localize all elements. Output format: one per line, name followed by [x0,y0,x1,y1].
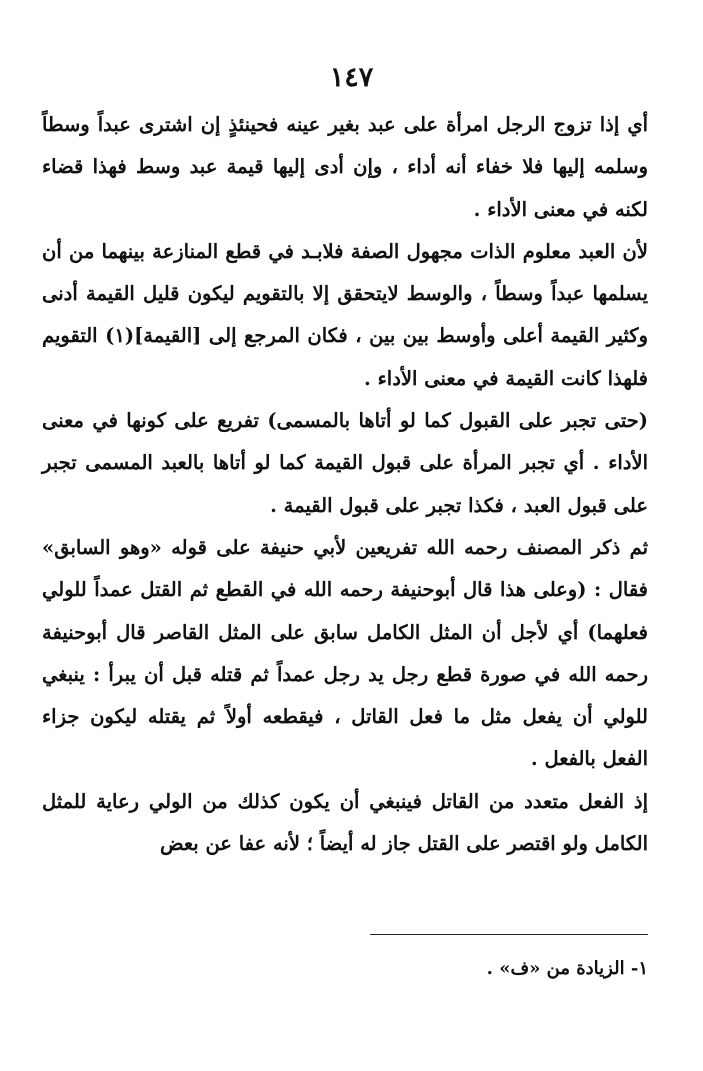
footnote-separator [370,934,648,935]
paragraph-4: ثم ذكر المصنف رحمه الله تفريعين لأبي حنيفة على قوله «وهو السابق» فقال : (وعلى هذا قال أبوحنيفة رحمه الله في القطع ثم القتل عمداً للولي فعلهما) أي لأجل أن المثل الكامل سابق على المثل القاصر قال أبوحنيفة رحمه الله في صورة قطع رجل يد رجل عمداً ثم قتله قبل أن يبرأ : ينبغي للولي أن يفعل مثل ما فعل القاتل ، فيقطعه أولاً ثم يقتله ليكون جزاء الفعل بالفعل . [42,535,648,771]
page-number: ١٤٧ [329,62,374,93]
footnote: ١- الزيادة من «ف» . [486,958,648,979]
paragraph-3: (حتى تجبر على القبول كما لو أتاها بالمسمى) تفريع على كونها في معنى الأداء . أي تجبر المرأة على قبول القيمة كما لو أتاها بالعبد المسمى تجبر على قبول العبد ، فكذا تجبر على قبول القيمة . [42,409,648,517]
paragraph-1: أي إذا تزوج الرجل امرأة على عبد بغير عينه فحينئذٍ إن اشترى عبداً وسطاً وسلمه إليها فلا خفاء أنه أداء ، وإن أدى إليها قيمة عبد وسط فهذا قضاء لكنه في معنى الأداء . [42,113,648,221]
paragraph-5: إذ الفعل متعدد من القاتل فينبغي أن يكون كذلك من الولي رعاية للمثل الكامل ولو اقتصر على القتل جاز له أيضاً ؛ لأنه عفا عن بعض [42,789,648,856]
main-text [42,104,648,865]
paragraph-2: لأن العبد معلوم الذات مجهول الصفة فلابـد في قطع المنازعة بينهما من أن يسلمها عبداً وسطاً ، والوسط لايتحقق إلا بالتقويم ليكون قليل القيمة أدنى وكثير القيمة أعلى وأوسط بين بين ، فكان المرجع إلى [القيمة](١) التقويم فلهذا كانت القيمة في معنى الأداء . [42,239,648,390]
